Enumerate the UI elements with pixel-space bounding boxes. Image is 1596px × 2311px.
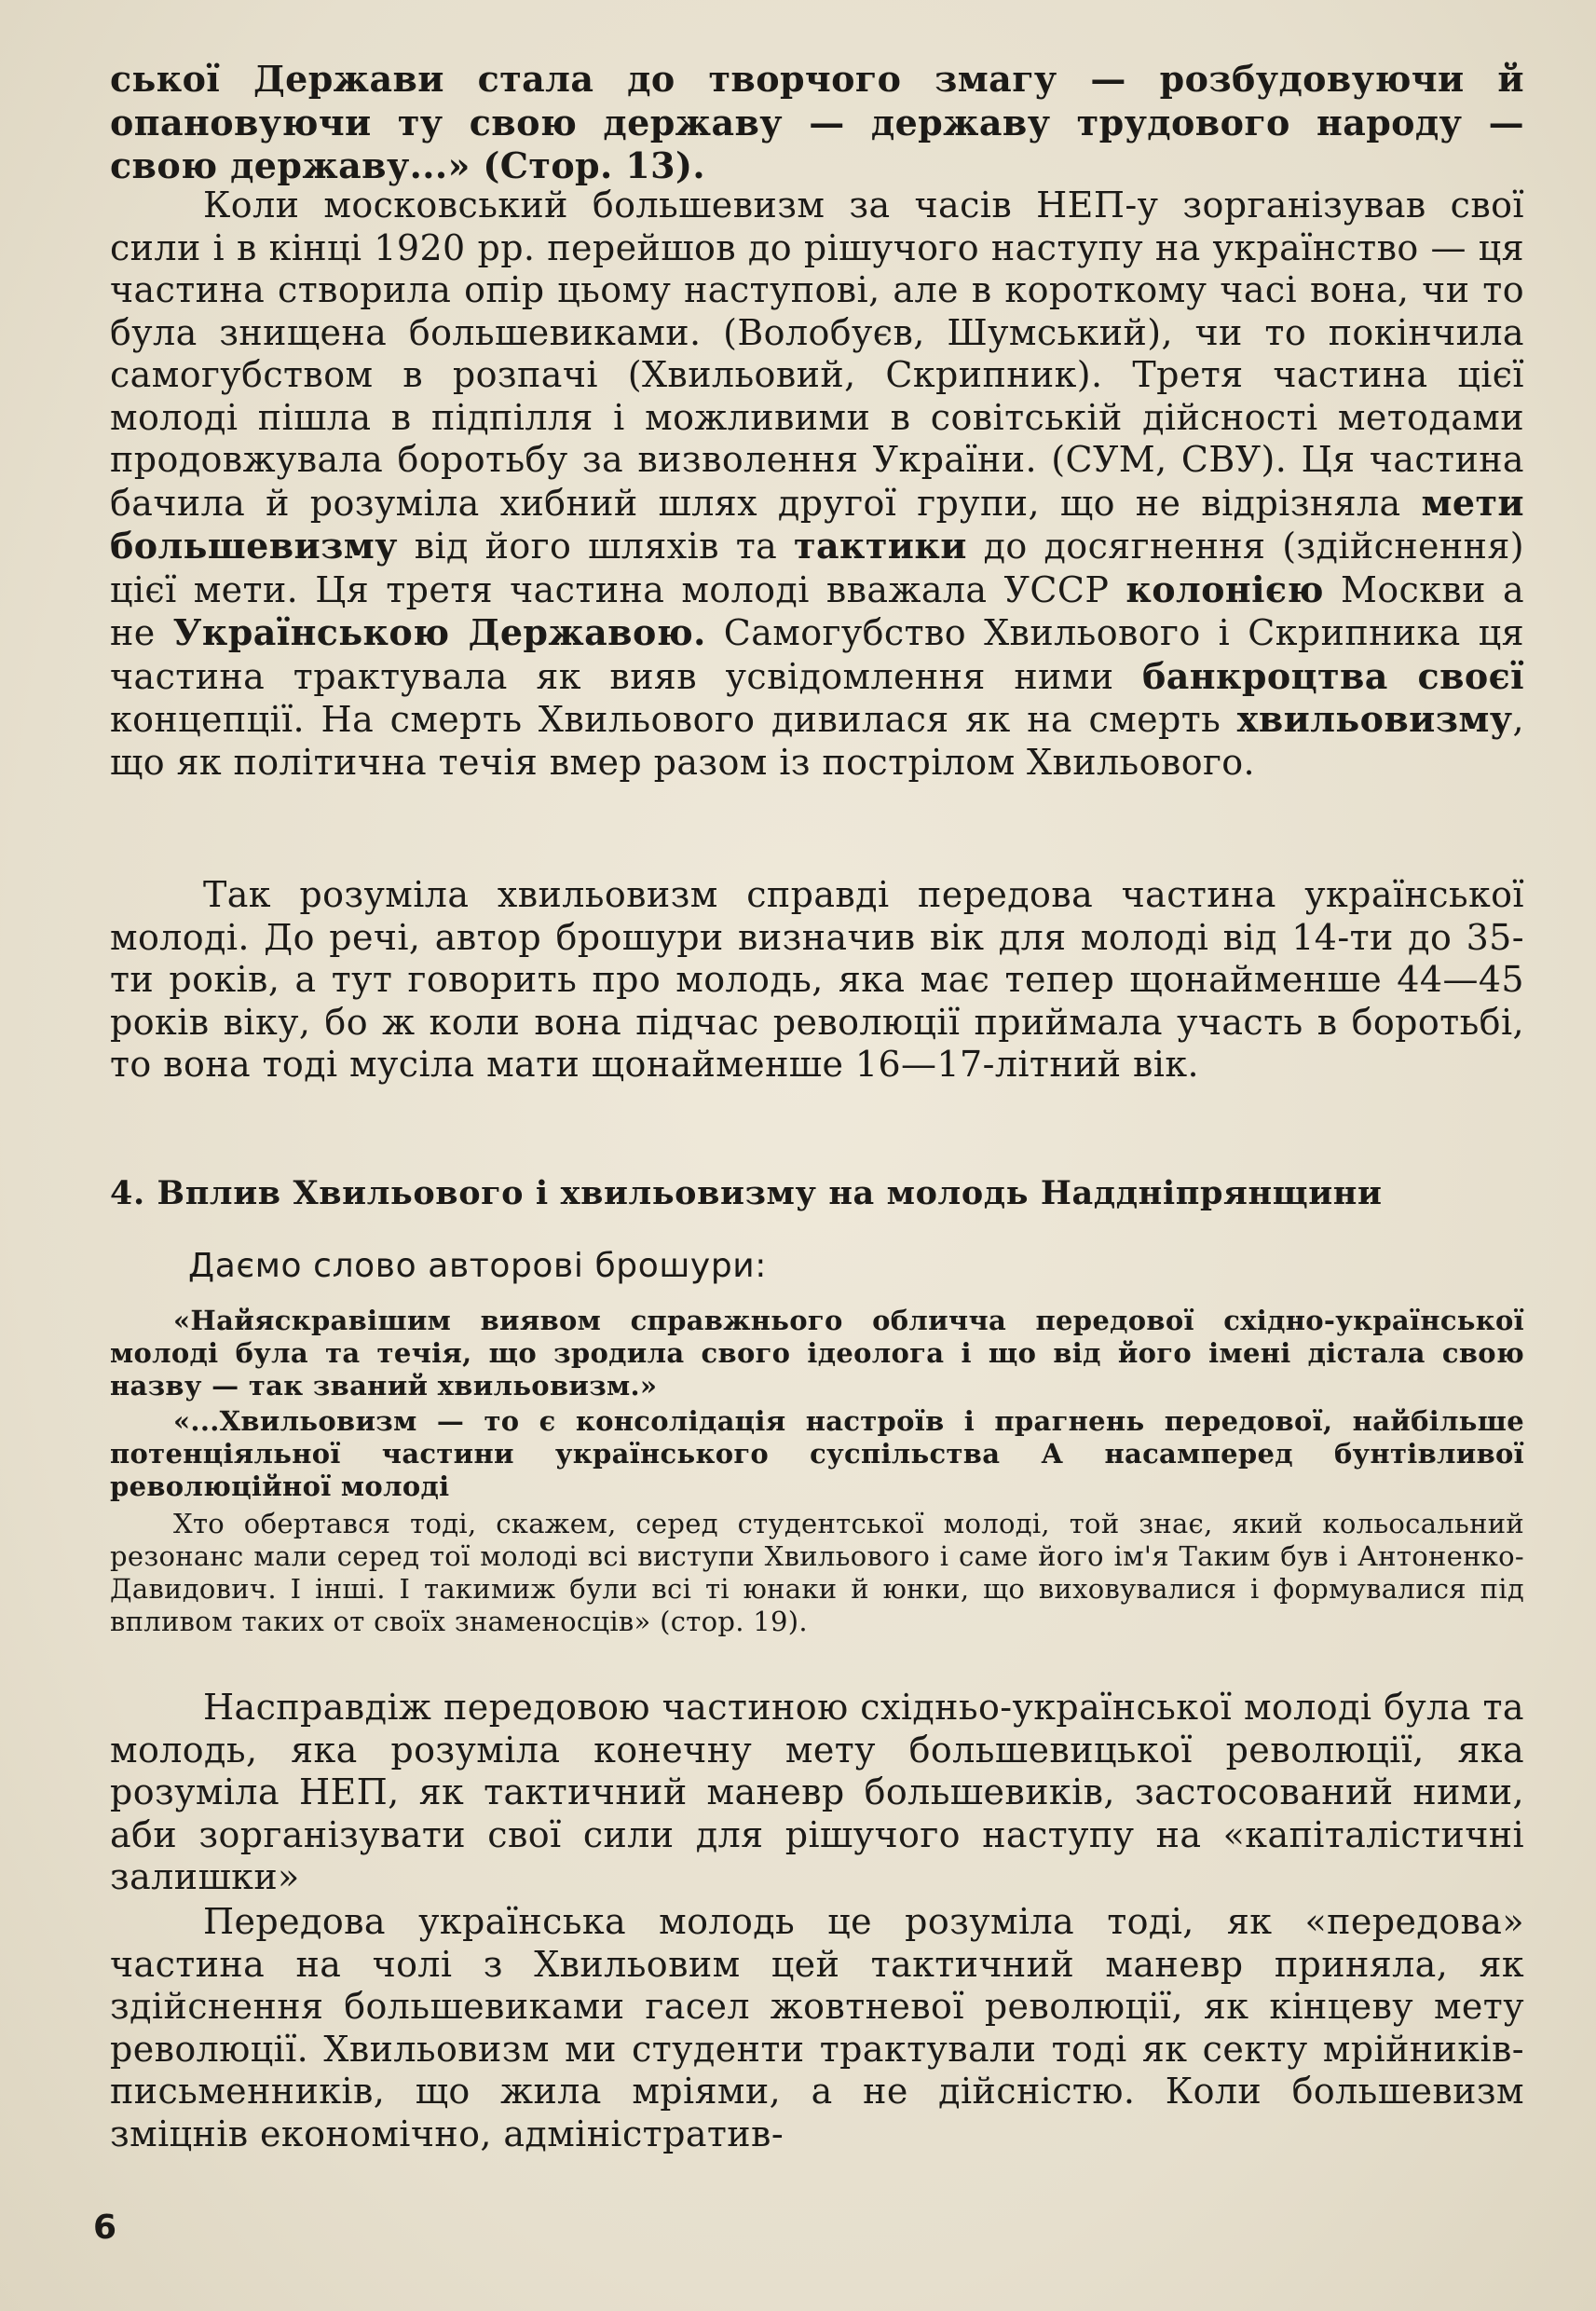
- section-heading: 4. Вплив Хвильового і хвильовизму на молодь Наддніпрянщини: [110, 1174, 1383, 1212]
- text-run: Так розуміла хвильовизм справді передова частина української молоді. До речі, автор брошури визначив вік для молоді від 14-ти до 35-ти років, а тут говорить про молодь, яка має тепер щонайменше 44—45 років віку, бо ж коли вона підчас революції приймала участь в боротьбі, то вона тоді мусіла мати щонайменше 16—17-літний вік.: [110, 874, 1524, 1085]
- emphasis-tactics: тактики: [794, 525, 967, 567]
- paragraph-continued: [110, 58, 1524, 188]
- quote-2: «...Хвильовизм — то є консолідація настроїв і прагнень передової, найбільше потенціяльної частини українського суспільства А насамперед бунтівливої революційної молоді: [110, 1405, 1524, 1502]
- text-run: , що як політична течія вмер разом із пострілом Хвильового.: [110, 699, 1524, 783]
- quote-1: «Найяскравішим виявом справжнього обличча передової східно-української молоді була та течія, що зродила свого ідеолога і що від його імені дістала свою назву — так званий хвильовизм.»: [110, 1305, 1524, 1402]
- text-run: Самогубство Хвильового і Скрипника ця частина трактувала як вияв усвідомлення ними: [110, 612, 1524, 697]
- emphasis-goal: мети большевизму: [110, 481, 1524, 567]
- paragraph-bolshevism-nep: [110, 185, 1524, 784]
- quote-3: Хто обертався тоді, скажем, серед студентської молоді, той знає, який кольосальний резонанс мали серед тої молоді всі виступи Хвильового і саме його ім'я Таким був і Антоненко-Давидович. І інші. І такимиж були всі ті юнаки й юнки, що виховувалися і формувалися під впливом таких от своїх знаменосців» (стор. 19).: [110, 1508, 1524, 1637]
- emphasis-ukrainian-state: Українською Державою.: [172, 611, 706, 653]
- text-run: Москви а не: [110, 568, 1524, 653]
- emphasis-colony: колонією: [1125, 567, 1324, 610]
- section-intro: Даємо слово авторові брошури:: [188, 1247, 767, 1285]
- paragraph-youth-age: [110, 874, 1524, 1087]
- emphasis-khvylovism: хвильовизму: [1236, 698, 1513, 740]
- text-run: концепції. На смерть Хвильового дивилася як на смерть: [110, 699, 1237, 740]
- text-run: до досягнення (здійснення) цієї мети. Ця третя частина молоді вважала УССР: [110, 526, 1524, 610]
- bold-lead: ської Держави стала до творчого змагу — розбудовуючи й опановуючи ту свою державу — державу трудового народу — свою державу...» (Стор. 13).: [110, 58, 1524, 186]
- paragraph-students-view: [110, 1901, 1524, 2155]
- text-run: Передова українська молодь це розуміла тоді, як «передова» частина на чолі з Хвильовим цей тактичний маневр приняла, як здійснення большевиками гасел жовтневої революції, як кінцеву мету революції. Хвильовизм ми студенти трактували тоді як секту мрійників-письменників, що жила мріями, а не дійсністю. Коли большевизм зміцнів економічно, адміністратив-: [110, 1901, 1524, 2154]
- text-run: від його шляхів та: [397, 526, 795, 567]
- paragraph-true-vanguard: [110, 1687, 1524, 1899]
- emphasis-bankruptcy: банкроцтва своєї: [1142, 654, 1524, 697]
- page-number: 6: [93, 2208, 117, 2247]
- text-run: Коли московський большевизм за часів НЕП-у зорганізував свої сили і в кінці 1920 рр. перейшов до рішучого наступу на українство — ця частина створила опір цьому наступові, але в короткому часі вона, чи то була знищена большевиками. (Волобуєв, Шумський), чи то покінчила самогубством в розпачі (Хвильовий, Скрипник). Третя частина цієї молоді пішла в підпілля і можливими в совітській дійсності методами продовжувала боротьбу за визволення України. (СУМ, СВУ). Ця частина бачила й розуміла хибний шлях другої групи, що не відрізняла: [110, 185, 1524, 524]
- text-run: Насправдіж передовою частиною східньо-української молоді була та молодь, яка розуміла конечну мету большевицької революції, яка розуміла НЕП, як тактичний маневр большевиків, застосований ними, аби зорганізувати свої сили для рішучого наступу на «капіталістичні залишки»: [110, 1687, 1524, 1897]
